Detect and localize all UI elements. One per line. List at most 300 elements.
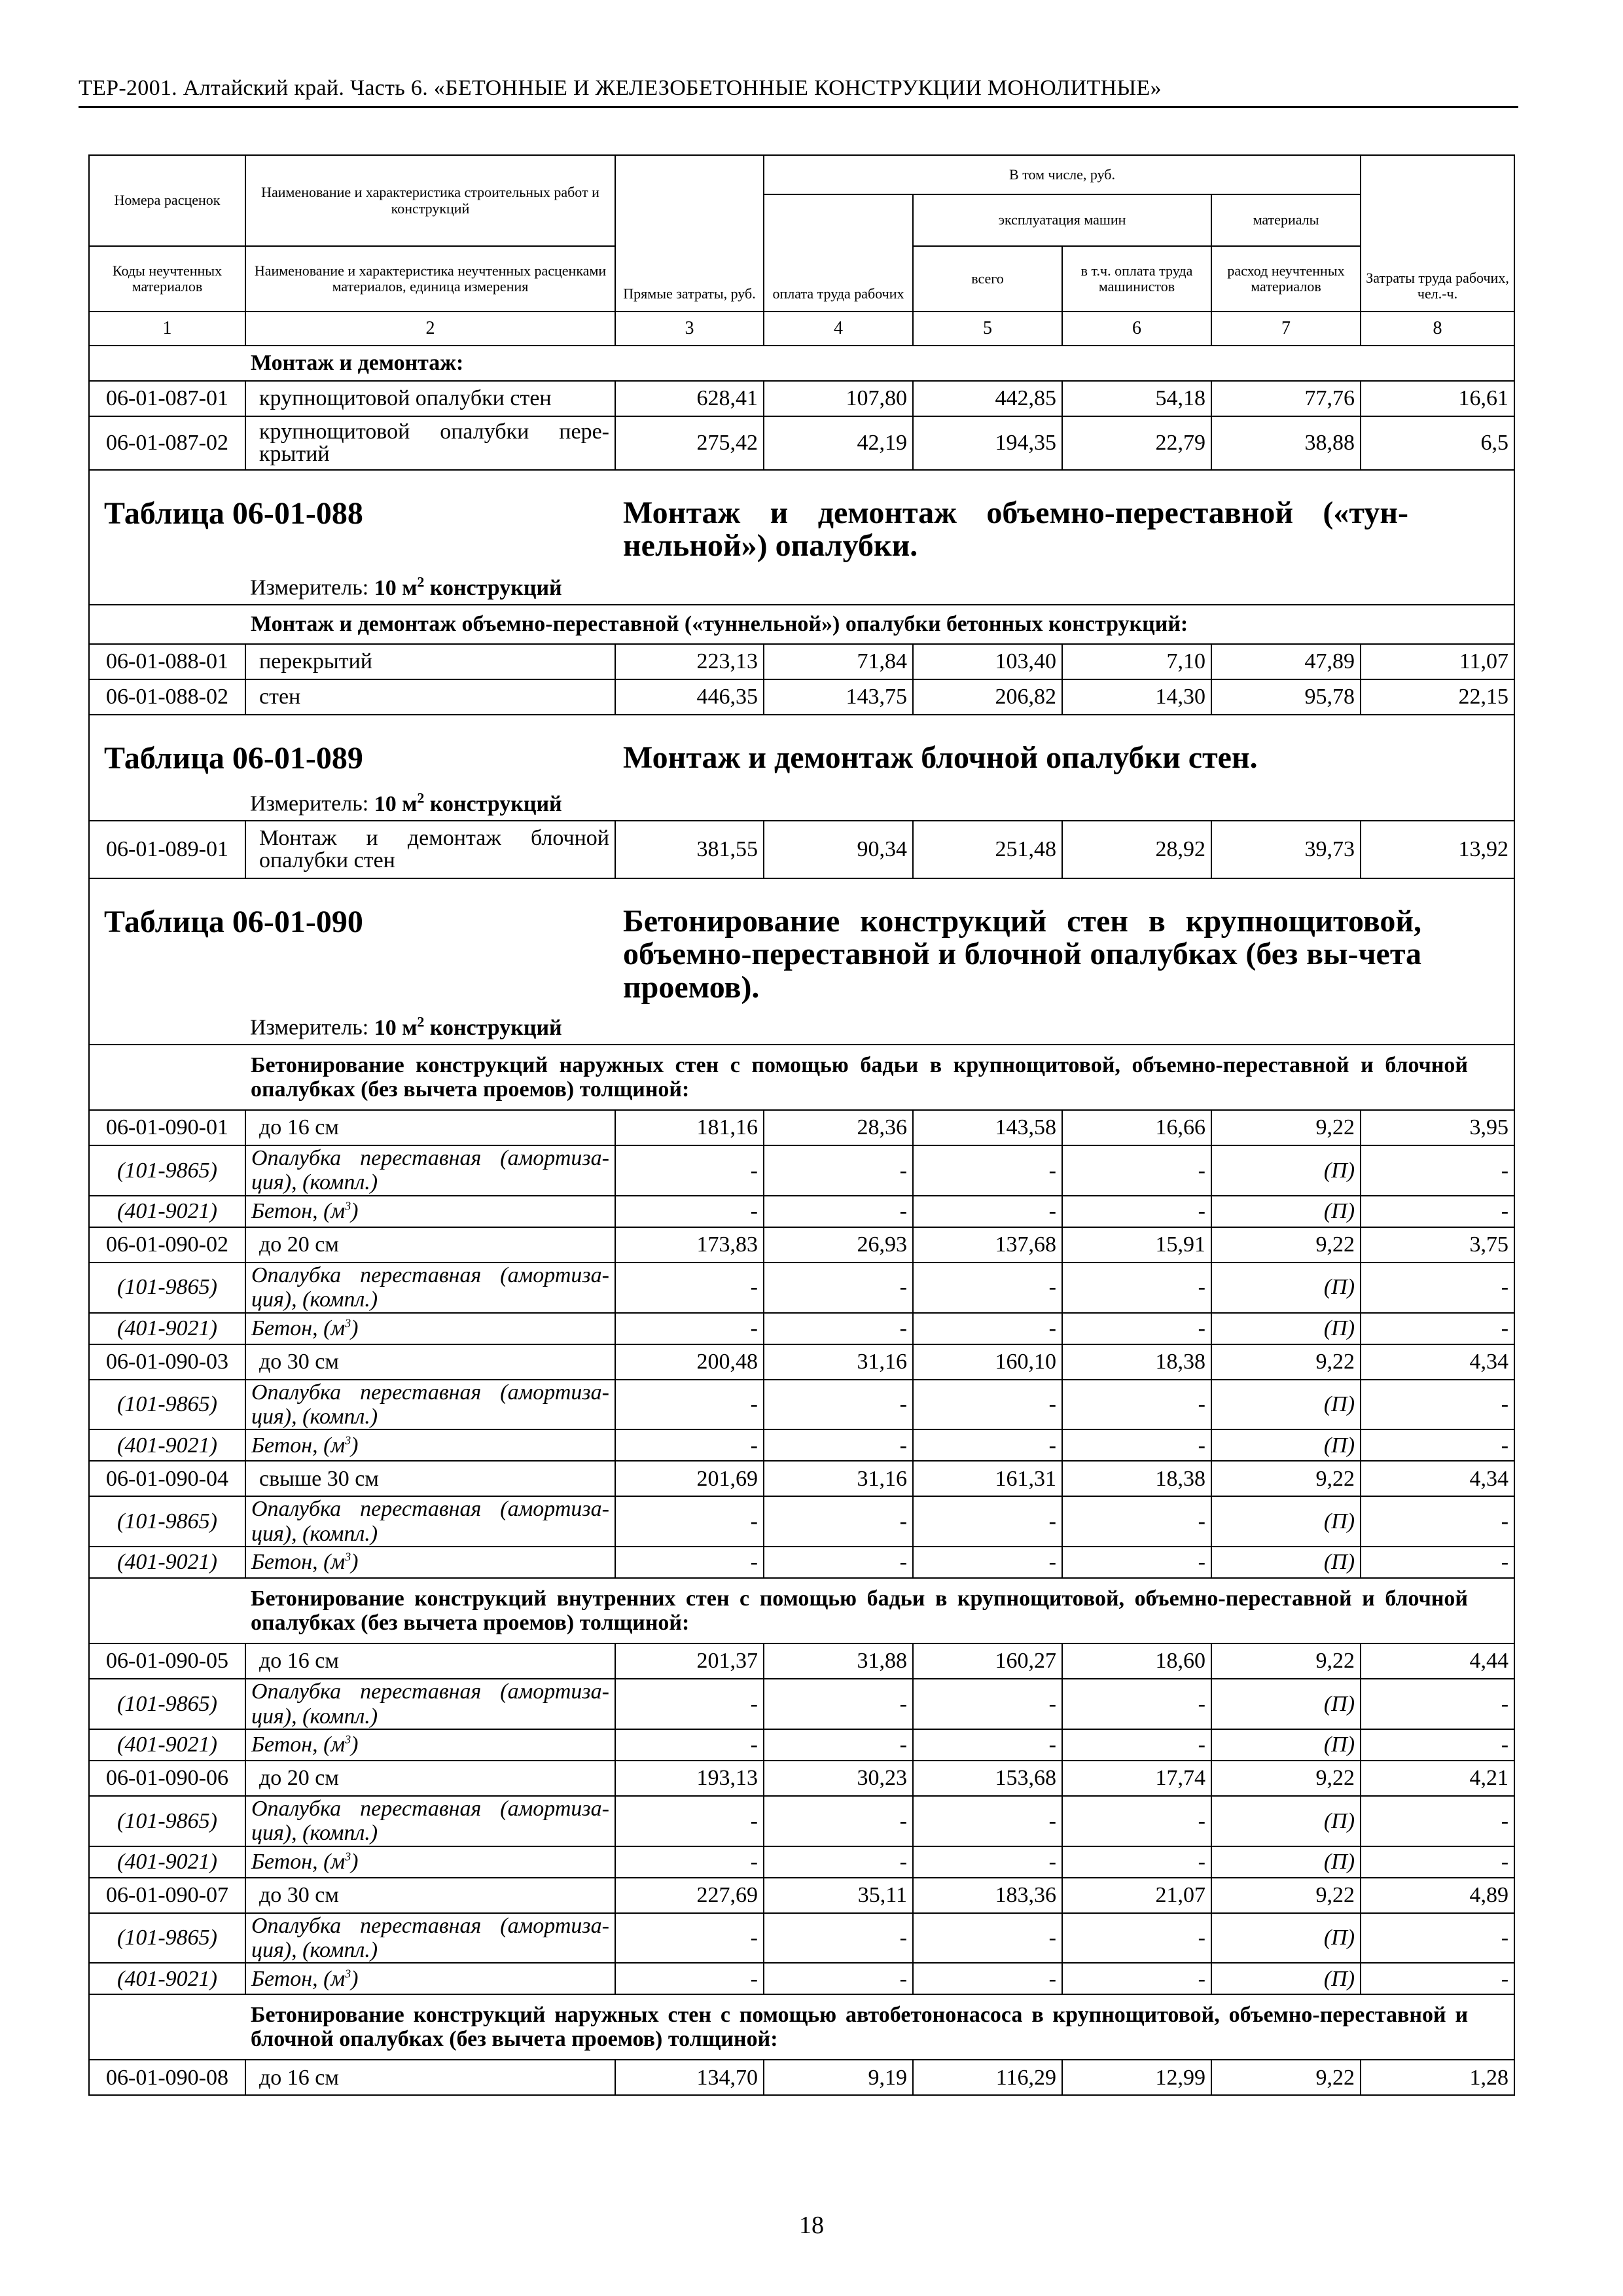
value-cell: 4,44 [1361, 1643, 1514, 1679]
dash-cell: - [615, 1963, 764, 1994]
unit-value [374, 789, 562, 816]
table-unit [250, 1014, 562, 1040]
dash-cell: - [913, 1547, 1062, 1578]
unit-label: Измеритель: [250, 791, 369, 816]
material-row [89, 1380, 1514, 1430]
value-cell: 446,35 [615, 679, 764, 715]
value-cell: 17,74 [1062, 1761, 1211, 1796]
work-name: Монтаж и демонтаж блочной опалубки стен [245, 821, 615, 878]
dash-cell: - [615, 1263, 764, 1313]
table-row [89, 1461, 1514, 1496]
value-cell: 183,36 [913, 1878, 1062, 1913]
material-row [89, 1547, 1514, 1578]
work-name: крупнощитовой опалубки пере-крытий [245, 416, 615, 470]
work-name: стен [245, 679, 615, 715]
dash-cell: - [615, 1796, 764, 1846]
spacer-cell [89, 346, 245, 381]
dash-cell: - [615, 1313, 764, 1344]
column-number: 6 [1062, 312, 1211, 346]
value-cell: 4,34 [1361, 1344, 1514, 1380]
unit-superscript: 3 [345, 1433, 351, 1447]
value-cell: 95,78 [1211, 679, 1361, 715]
work-name: до 20 см [245, 1227, 615, 1263]
dash-cell: - [1062, 1846, 1211, 1878]
dash-cell: - [913, 1380, 1062, 1430]
value-cell: 54,18 [1062, 381, 1211, 416]
rate-code: 06-01-088-02 [89, 679, 245, 715]
material-code: (401-9021) [89, 1547, 245, 1578]
dash-cell: - [764, 1263, 913, 1313]
value-cell: 181,16 [615, 1110, 764, 1145]
material-name-end: ) [351, 1849, 359, 1874]
column-number: 4 [764, 312, 913, 346]
p-mark-cell: (П) [1211, 1496, 1361, 1547]
rate-code: 06-01-090-05 [89, 1643, 245, 1679]
table-row [89, 821, 1514, 878]
rate-code: 06-01-087-01 [89, 381, 245, 416]
header-materials-sub: расход неучтенных материалов [1211, 246, 1361, 312]
spacer-cell [89, 1994, 245, 2060]
p-mark-cell: (П) [1211, 1796, 1361, 1846]
material-name: Опалубка переставная (амортиза-ция), (компл.) [245, 1380, 615, 1430]
dash-cell: - [615, 1429, 764, 1461]
dash-cell: - [1361, 1429, 1514, 1461]
table-number: Таблица 06-01-088 [104, 496, 363, 531]
table-row [89, 381, 1514, 416]
header-row-1 [89, 155, 1514, 194]
p-mark-cell: (П) [1211, 1313, 1361, 1344]
unit-rest: конструкций [429, 1015, 562, 1040]
table-row [89, 679, 1514, 715]
value-cell: 31,16 [764, 1344, 913, 1380]
material-row [89, 1145, 1514, 1196]
table-title: Монтаж и демонтаж объемно-переставной («тун-нельной») опалубки. [623, 495, 1408, 564]
value-cell: 47,89 [1211, 644, 1361, 679]
dash-cell: - [1062, 1679, 1211, 1729]
value-cell: 28,36 [764, 1110, 913, 1145]
work-name: перекрытий [245, 644, 615, 679]
dash-cell: - [913, 1913, 1062, 1964]
value-cell: 116,29 [913, 2060, 1062, 2095]
value-cell: 12,99 [1062, 2060, 1211, 2095]
unit-superscript: 3 [345, 1316, 351, 1330]
material-code: (401-9021) [89, 1429, 245, 1461]
value-cell: 22,15 [1361, 679, 1514, 715]
rate-code: 06-01-089-01 [89, 821, 245, 878]
unit-superscript: 3 [345, 1199, 351, 1213]
dash-cell: - [615, 1145, 764, 1196]
material-code: (101-9865) [89, 1145, 245, 1196]
dash-cell: - [913, 1679, 1062, 1729]
dash-cell: - [1361, 1145, 1514, 1196]
material-name [245, 1846, 615, 1878]
value-cell: 21,07 [1062, 1878, 1211, 1913]
work-name: до 16 см [245, 1643, 615, 1679]
work-name: до 30 см [245, 1878, 615, 1913]
dash-cell: - [1062, 1496, 1211, 1547]
work-name: до 16 см [245, 2060, 615, 2095]
dash-cell: - [764, 1145, 913, 1196]
page-header: ТЕР-2001. Алтайский край. Часть 6. «БЕТОННЫЕ И ЖЕЛЕЗОБЕТОННЫЕ КОНСТРУКЦИИ МОНОЛИТНЫЕ» [79, 76, 1518, 108]
table-title-block [89, 878, 1514, 1045]
material-code: (101-9865) [89, 1496, 245, 1547]
table-title-inner [90, 715, 1514, 820]
value-cell: 200,48 [615, 1344, 764, 1380]
value-cell: 31,88 [764, 1643, 913, 1679]
value-cell: 31,16 [764, 1461, 913, 1496]
dash-cell: - [615, 1679, 764, 1729]
value-cell: 13,92 [1361, 821, 1514, 878]
p-mark-cell: (П) [1211, 1846, 1361, 1878]
rate-code: 06-01-090-07 [89, 1878, 245, 1913]
work-name: до 20 см [245, 1761, 615, 1796]
column-number: 5 [913, 312, 1062, 346]
table-title-block [89, 715, 1514, 821]
dash-cell: - [913, 1196, 1062, 1227]
value-cell: 194,35 [913, 416, 1062, 470]
table-title-row [89, 878, 1514, 1045]
dash-cell: - [1062, 1729, 1211, 1761]
material-name [245, 1429, 615, 1461]
unit-label: Измеритель: [250, 575, 369, 600]
value-cell: 173,83 [615, 1227, 764, 1263]
material-name [245, 1547, 615, 1578]
material-code: (101-9865) [89, 1913, 245, 1964]
unit-number: 10 м [374, 1015, 418, 1040]
unit-superscript: 3 [345, 1732, 351, 1746]
section-heading-row [89, 1578, 1514, 1643]
table-title: Бетонирование конструкций стен в крупнощитовой, объемно-переставной и блочной опалубках (без вы-чета проемов). [623, 904, 1421, 1005]
material-code: (101-9865) [89, 1796, 245, 1846]
column-number: 8 [1361, 312, 1514, 346]
work-name: до 16 см [245, 1110, 615, 1145]
p-mark-cell: (П) [1211, 1429, 1361, 1461]
rate-code: 06-01-090-06 [89, 1761, 245, 1796]
dash-cell: - [913, 1313, 1062, 1344]
table-row [89, 1761, 1514, 1796]
dash-cell: - [913, 1429, 1062, 1461]
header-name-sub: Наименование и характеристика неучтенных расценками материалов, единица измерения [245, 246, 615, 312]
table-title-row [89, 470, 1514, 605]
dash-cell: - [1062, 1196, 1211, 1227]
dash-cell: - [1361, 1846, 1514, 1878]
section-heading: Монтаж и демонтаж объемно-переставной («туннельной») опалубки бетонных конструкций: [245, 605, 1514, 644]
material-code: (401-9021) [89, 1729, 245, 1761]
value-cell: 103,40 [913, 644, 1062, 679]
dash-cell: - [1062, 1963, 1211, 1994]
section-heading: Бетонирование конструкций наружных стен с помощью автобетононасоса в крупнощитовой, объемно-переставной и блочной опалубках (без вычета проемов) толщиной: [245, 1994, 1514, 2060]
material-code: (401-9021) [89, 1196, 245, 1227]
unit-label: Измеритель: [250, 1015, 369, 1040]
material-name [245, 1313, 615, 1344]
material-name: Опалубка переставная (амортиза-ция), (компл.) [245, 1796, 615, 1846]
dash-cell: - [1062, 1313, 1211, 1344]
section-heading: Бетонирование конструкций наружных стен с помощью бадьи в крупнощитовой, объемно-переставной и блочной опалубках (без вычета проемов) толщиной: [245, 1045, 1514, 1110]
value-cell: 26,93 [764, 1227, 913, 1263]
material-name-text: Бетон, (м [251, 1199, 346, 1224]
material-row [89, 1429, 1514, 1461]
dash-cell: - [1361, 1796, 1514, 1846]
material-row [89, 1496, 1514, 1547]
work-name: свыше 30 см [245, 1461, 615, 1496]
value-cell: 30,23 [764, 1761, 913, 1796]
material-row [89, 1796, 1514, 1846]
unit-number: 10 м [374, 791, 418, 816]
value-cell: 107,80 [764, 381, 913, 416]
header-incl: В том числе, руб. [764, 155, 1361, 194]
header-materials: материалы [1211, 194, 1361, 246]
dash-cell: - [1062, 1547, 1211, 1578]
spacer-cell [89, 1045, 245, 1110]
material-name-text: Бетон, (м [251, 1849, 346, 1874]
value-cell: 223,13 [615, 644, 764, 679]
material-name-end: ) [351, 1550, 359, 1575]
value-cell: 42,19 [764, 416, 913, 470]
header-labor: оплата труда рабочих [764, 194, 913, 312]
dash-cell: - [913, 1729, 1062, 1761]
p-mark-cell: (П) [1211, 1729, 1361, 1761]
dash-cell: - [1062, 1429, 1211, 1461]
material-name: Опалубка переставная (амортиза-ция), (компл.) [245, 1145, 615, 1196]
value-cell: 16,66 [1062, 1110, 1211, 1145]
value-cell: 9,22 [1211, 1878, 1361, 1913]
value-cell: 22,79 [1062, 416, 1211, 470]
unit-superscript: 2 [417, 789, 425, 806]
material-name: Опалубка переставная (амортиза-ция), (компл.) [245, 1496, 615, 1547]
material-name-text: Бетон, (м [251, 1316, 346, 1340]
table-title-block [89, 470, 1514, 605]
dash-cell: - [764, 1496, 913, 1547]
dash-cell: - [764, 1913, 913, 1964]
dash-cell: - [764, 1313, 913, 1344]
rate-code: 06-01-090-08 [89, 2060, 245, 2095]
table-row [89, 1110, 1514, 1145]
p-mark-cell: (П) [1211, 1263, 1361, 1313]
material-name-text: Бетон, (м [251, 1966, 346, 1991]
material-code: (401-9021) [89, 1963, 245, 1994]
dash-cell: - [615, 1380, 764, 1430]
unit-rest: конструкций [429, 791, 562, 816]
value-cell: 6,5 [1361, 416, 1514, 470]
p-mark-cell: (П) [1211, 1380, 1361, 1430]
dash-cell: - [1062, 1380, 1211, 1430]
material-name [245, 1196, 615, 1227]
value-cell: 160,27 [913, 1643, 1062, 1679]
table-row [89, 1227, 1514, 1263]
value-cell: 28,92 [1062, 821, 1211, 878]
column-number: 7 [1211, 312, 1361, 346]
value-cell: 201,37 [615, 1643, 764, 1679]
table-row [89, 1878, 1514, 1913]
dash-cell: - [1361, 1679, 1514, 1729]
p-mark-cell: (П) [1211, 1145, 1361, 1196]
material-name [245, 1963, 615, 1994]
dash-cell: - [1062, 1796, 1211, 1846]
value-cell: 442,85 [913, 381, 1062, 416]
value-cell: 18,38 [1062, 1461, 1211, 1496]
material-code: (401-9021) [89, 1313, 245, 1344]
dash-cell: - [764, 1429, 913, 1461]
value-cell: 143,58 [913, 1110, 1062, 1145]
value-cell: 160,10 [913, 1344, 1062, 1380]
material-name-end: ) [351, 1316, 359, 1340]
table-row [89, 1344, 1514, 1380]
value-cell: 143,75 [764, 679, 913, 715]
header-codes: Номера расценок [89, 155, 245, 246]
column-numbers-row [89, 312, 1514, 346]
dash-cell: - [1361, 1729, 1514, 1761]
material-name-end: ) [351, 1199, 359, 1224]
dash-cell: - [1062, 1263, 1211, 1313]
dash-cell: - [1361, 1963, 1514, 1994]
value-cell: 14,30 [1062, 679, 1211, 715]
value-cell: 38,88 [1211, 416, 1361, 470]
table-unit [250, 790, 562, 816]
value-cell: 201,69 [615, 1461, 764, 1496]
value-cell: 16,61 [1361, 381, 1514, 416]
unit-value [374, 1013, 562, 1040]
material-row [89, 1679, 1514, 1729]
value-cell: 4,34 [1361, 1461, 1514, 1496]
material-name-text: Бетон, (м [251, 1550, 346, 1575]
value-cell: 153,68 [913, 1761, 1062, 1796]
material-row [89, 1913, 1514, 1964]
work-name: крупнощитовой опалубки стен [245, 381, 615, 416]
p-mark-cell: (П) [1211, 1963, 1361, 1994]
unit-rest: конструкций [429, 575, 562, 600]
dash-cell: - [615, 1729, 764, 1761]
value-cell: 18,60 [1062, 1643, 1211, 1679]
p-mark-cell: (П) [1211, 1196, 1361, 1227]
dash-cell: - [913, 1963, 1062, 1994]
value-cell: 275,42 [615, 416, 764, 470]
rate-code: 06-01-090-01 [89, 1110, 245, 1145]
value-cell: 9,22 [1211, 1227, 1361, 1263]
column-number: 3 [615, 312, 764, 346]
dash-cell: - [764, 1547, 913, 1578]
dash-cell: - [615, 1196, 764, 1227]
p-mark-cell: (П) [1211, 1913, 1361, 1964]
value-cell: 134,70 [615, 2060, 764, 2095]
material-row [89, 1963, 1514, 1994]
value-cell: 9,22 [1211, 1643, 1361, 1679]
dash-cell: - [913, 1796, 1062, 1846]
table-row [89, 1643, 1514, 1679]
dash-cell: - [615, 1496, 764, 1547]
value-cell: 193,13 [615, 1761, 764, 1796]
material-code: (101-9865) [89, 1263, 245, 1313]
table-number: Таблица 06-01-089 [104, 741, 363, 776]
value-cell: 628,41 [615, 381, 764, 416]
material-row [89, 1313, 1514, 1344]
dash-cell: - [1361, 1380, 1514, 1430]
material-name-end: ) [351, 1433, 359, 1458]
value-cell: 7,10 [1062, 644, 1211, 679]
material-code: (101-9865) [89, 1679, 245, 1729]
material-name: Опалубка переставная (амортиза-ция), (компл.) [245, 1913, 615, 1964]
value-cell: 9,19 [764, 2060, 913, 2095]
table-row [89, 644, 1514, 679]
value-cell: 206,82 [913, 679, 1062, 715]
dash-cell: - [764, 1196, 913, 1227]
section-heading-row [89, 1994, 1514, 2060]
value-cell: 18,38 [1062, 1344, 1211, 1380]
unit-superscript: 3 [345, 1967, 351, 1981]
dash-cell: - [1361, 1547, 1514, 1578]
spacer-cell [89, 605, 245, 644]
material-name-end: ) [351, 1732, 359, 1757]
dash-cell: - [1361, 1913, 1514, 1964]
material-name: Опалубка переставная (амортиза-ция), (компл.) [245, 1679, 615, 1729]
dash-cell: - [764, 1380, 913, 1430]
dash-cell: - [1062, 1145, 1211, 1196]
material-name [245, 1729, 615, 1761]
header-direct: Прямые затраты, руб. [615, 155, 764, 312]
rate-code: 06-01-090-02 [89, 1227, 245, 1263]
rate-code: 06-01-088-01 [89, 644, 245, 679]
value-cell: 9,22 [1211, 2060, 1361, 2095]
dash-cell: - [913, 1145, 1062, 1196]
value-cell: 35,11 [764, 1878, 913, 1913]
material-row [89, 1729, 1514, 1761]
material-row [89, 1196, 1514, 1227]
dash-cell: - [615, 1846, 764, 1878]
value-cell: 3,75 [1361, 1227, 1514, 1263]
rate-code: 06-01-087-02 [89, 416, 245, 470]
value-cell: 71,84 [764, 644, 913, 679]
table-unit [250, 574, 562, 600]
material-name-text: Бетон, (м [251, 1732, 346, 1757]
section-heading: Монтаж и демонтаж: [245, 346, 1514, 381]
header-machines: эксплуатация машин [913, 194, 1211, 246]
material-name-text: Бетон, (м [251, 1433, 346, 1458]
dash-cell: - [913, 1496, 1062, 1547]
dash-cell: - [1361, 1496, 1514, 1547]
value-cell: 3,95 [1361, 1110, 1514, 1145]
dash-cell: - [764, 1846, 913, 1878]
material-code: (101-9865) [89, 1380, 245, 1430]
dash-cell: - [913, 1846, 1062, 1878]
section-heading-row [89, 1045, 1514, 1110]
material-name-end: ) [351, 1966, 359, 1991]
dash-cell: - [764, 1963, 913, 1994]
p-mark-cell: (П) [1211, 1679, 1361, 1729]
table-title-row [89, 715, 1514, 821]
dash-cell: - [764, 1729, 913, 1761]
header-name: Наименование и характеристика строительных работ и конструкций [245, 155, 615, 246]
value-cell: 11,07 [1361, 644, 1514, 679]
section-heading: Бетонирование конструкций внутренних стен с помощью бадьи в крупнощитовой, объемно-переставной и блочной опалубках (без вычета проемов) толщиной: [245, 1578, 1514, 1643]
page-number: 18 [799, 2212, 824, 2239]
value-cell: 4,21 [1361, 1761, 1514, 1796]
unit-superscript: 2 [417, 1013, 425, 1030]
rate-code: 06-01-090-04 [89, 1461, 245, 1496]
header-machines-total: всего [913, 246, 1062, 312]
column-number: 1 [89, 312, 245, 346]
value-cell: 137,68 [913, 1227, 1062, 1263]
header-codes-sub: Коды неучтенных материалов [89, 246, 245, 312]
value-cell: 15,91 [1062, 1227, 1211, 1263]
value-cell: 227,69 [615, 1878, 764, 1913]
value-cell: 9,22 [1211, 1110, 1361, 1145]
price-table [88, 154, 1515, 2096]
dash-cell: - [764, 1796, 913, 1846]
unit-value [374, 573, 562, 600]
dash-cell: - [1361, 1196, 1514, 1227]
work-name: до 30 см [245, 1344, 615, 1380]
material-name: Опалубка переставная (амортиза-ция), (компл.) [245, 1263, 615, 1313]
rate-code: 06-01-090-03 [89, 1344, 245, 1380]
